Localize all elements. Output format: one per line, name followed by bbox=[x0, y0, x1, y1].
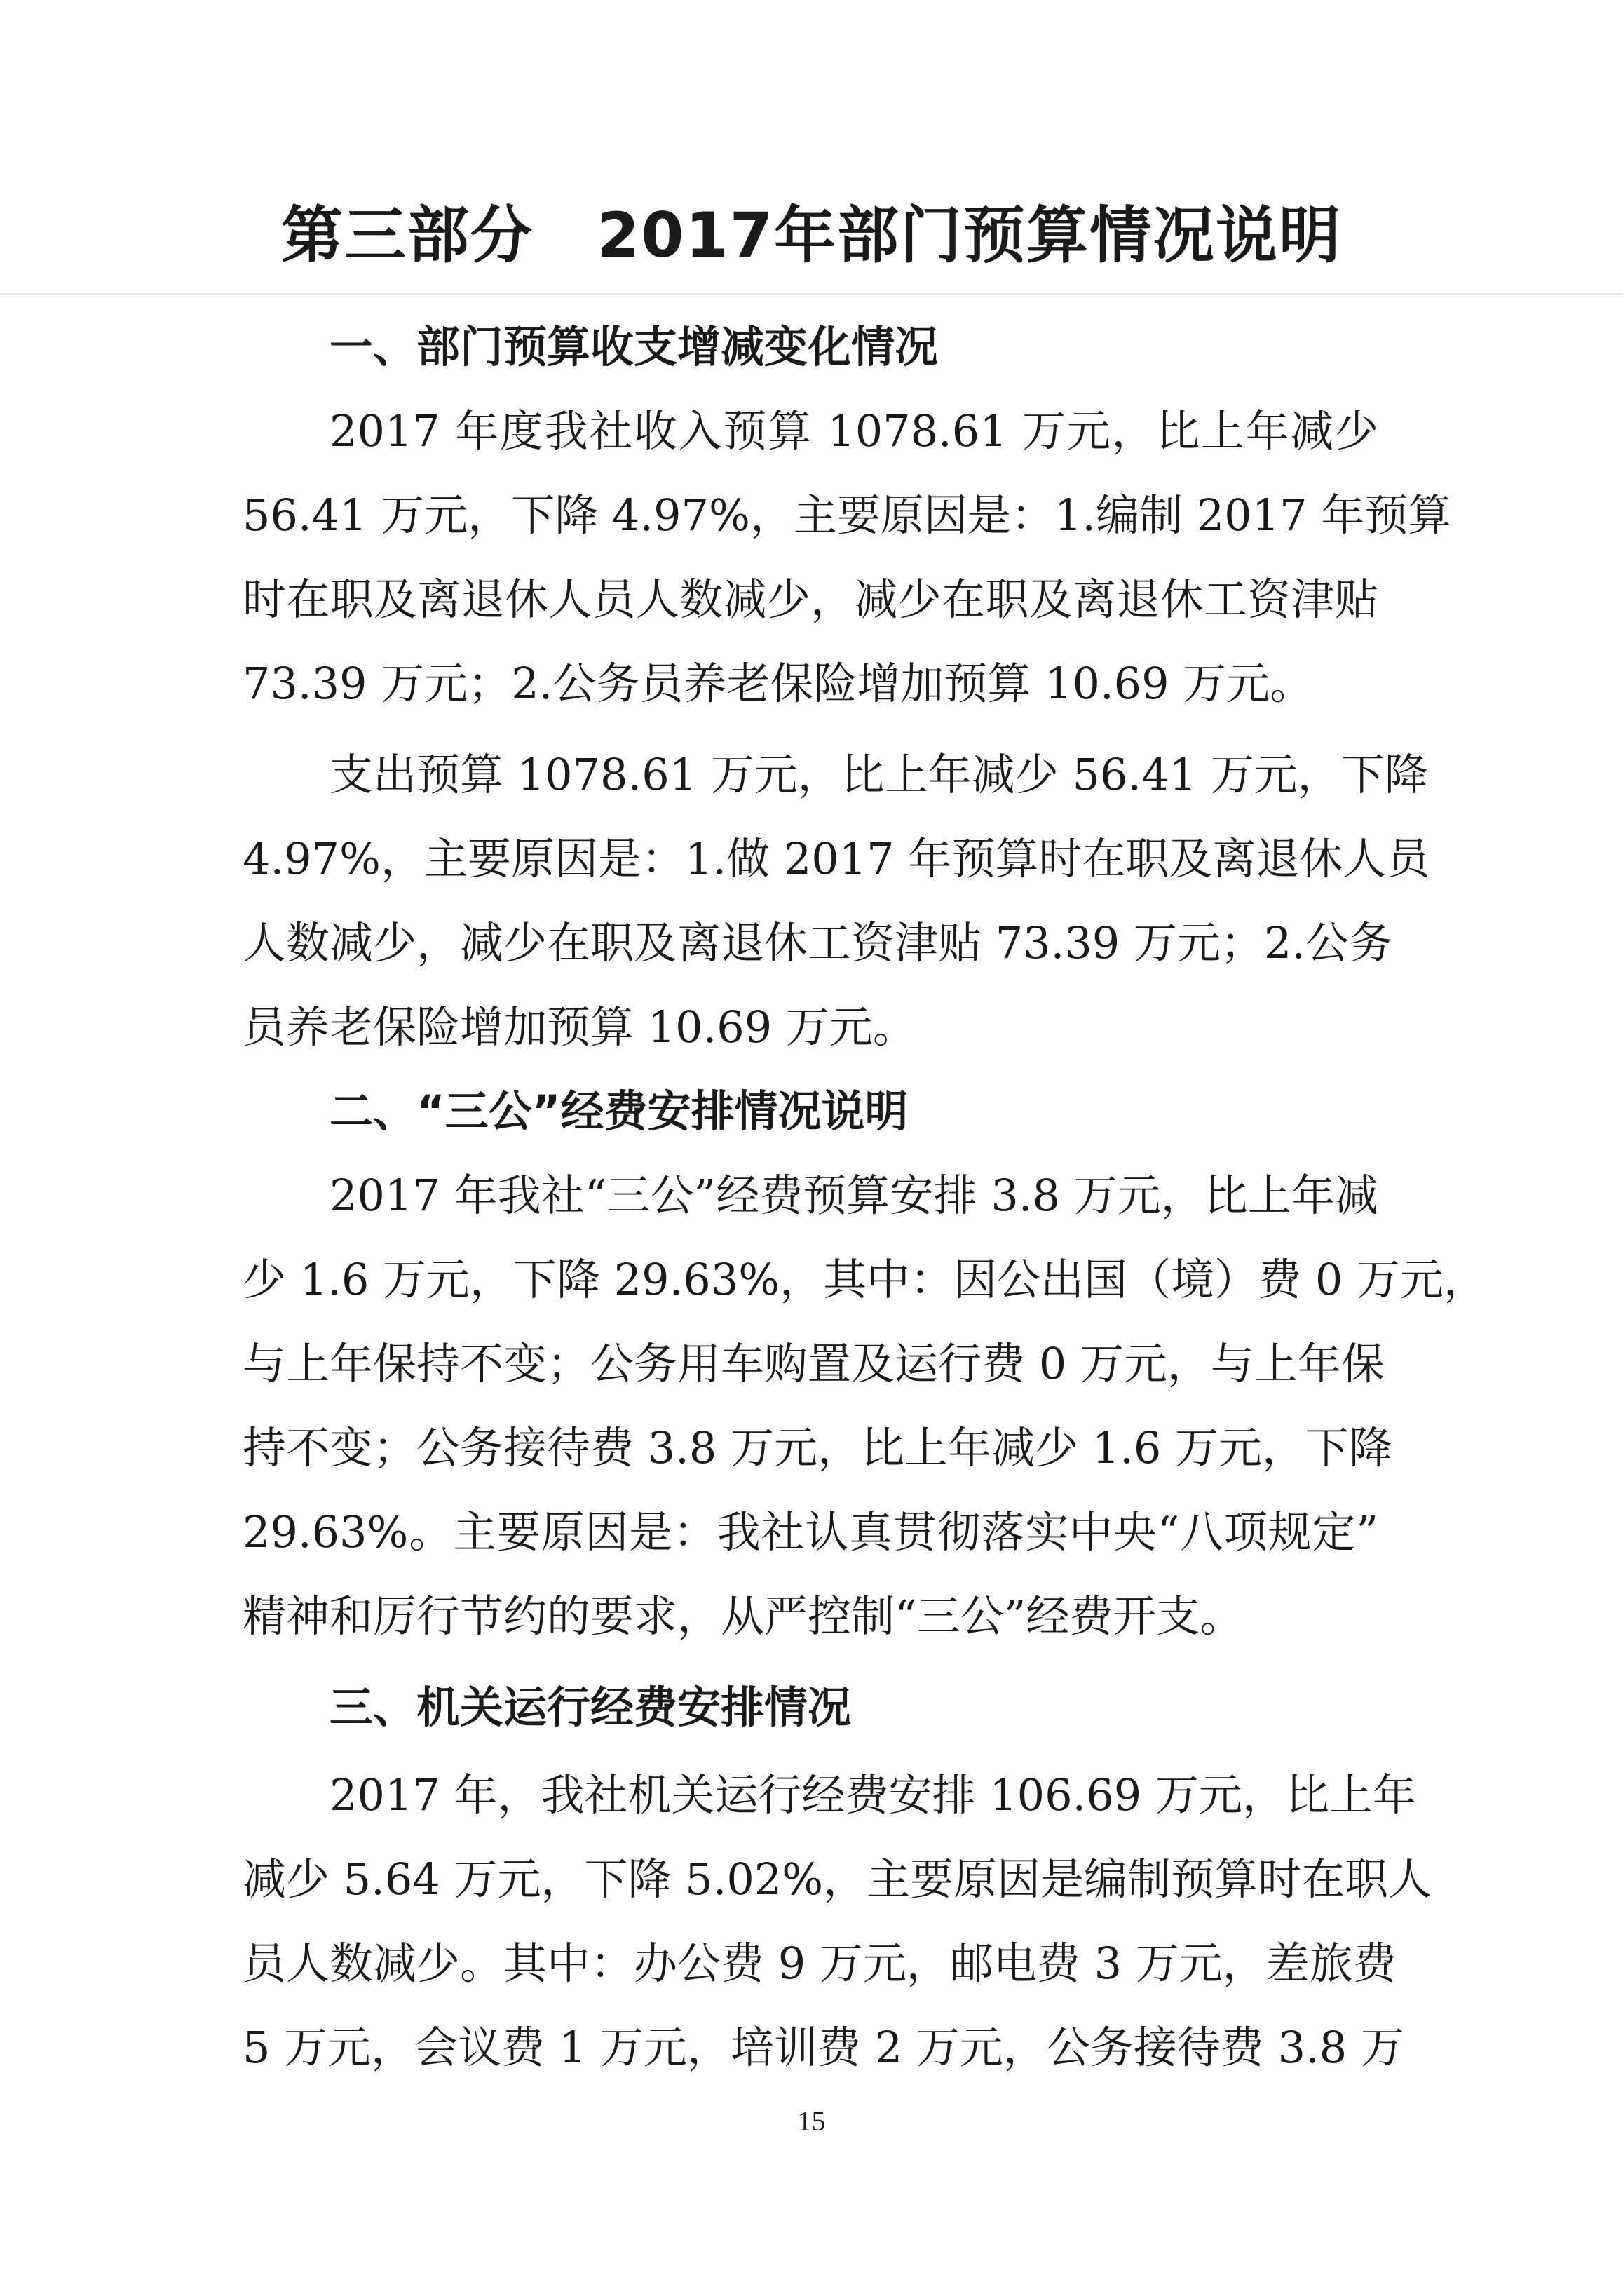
title-divider bbox=[0, 293, 1623, 295]
section-1-para-1-line-4: 73.39 万元；2.公务员养老保险增加预算 10.69 万元。 bbox=[243, 658, 1314, 709]
section-1-para-2-line-2: 4.97%，主要原因是：1.做 2017 年预算时在职及离退休人员 bbox=[243, 833, 1430, 884]
section-2-para-1-line-1: 2017 年我社“三公”经费预算安排 3.8 万元，比上年减 bbox=[330, 1170, 1378, 1221]
section-3-heading: 三、机关运行经费安排情况 bbox=[330, 1682, 852, 1733]
section-1-para-2-line-3: 人数减少，减少在职及离退休工资津贴 73.39 万元；2.公务 bbox=[243, 917, 1393, 968]
section-2-para-1-line-4: 持不变；公务接待费 3.8 万元，比上年减少 1.6 万元，下降 bbox=[243, 1422, 1393, 1473]
section-2-heading: 二、“三公”经费安排情况说明 bbox=[330, 1086, 909, 1137]
section-1-para-1-line-3: 时在职及离退休人员人数减少，减少在职及离退休工资津贴 bbox=[243, 574, 1378, 625]
section-3-para-1-line-1: 2017 年，我社机关运行经费安排 106.69 万元，比上年 bbox=[330, 1769, 1416, 1821]
section-2-para-1-line-2: 少 1.6 万元，下降 29.63%，其中：因公出国（境）费 0 万元， bbox=[243, 1254, 1487, 1305]
section-1-para-2-line-1: 支出预算 1078.61 万元，比上年减少 56.41 万元，下降 bbox=[330, 749, 1428, 800]
section-1-heading: 一、部门预算收支增减变化情况 bbox=[330, 321, 939, 372]
section-1-para-2-line-4: 员养老保险增加预算 10.69 万元。 bbox=[243, 1001, 916, 1053]
section-3-para-1-line-3: 员人数减少。其中：办公费 9 万元，邮电费 3 万元，差旅费 bbox=[243, 1938, 1397, 1989]
section-3-para-1-line-4: 5 万元，会议费 1 万元，培训费 2 万元，公务接待费 3.8 万 bbox=[243, 2022, 1404, 2073]
section-1-para-1-line-1: 2017 年度我社收入预算 1078.61 万元，比上年减少 bbox=[330, 405, 1378, 457]
page-title: 第三部分 2017年部门预算情况说明 bbox=[281, 199, 1342, 271]
section-2-para-1-line-5: 29.63%。主要原因是：我社认真贯彻落实中央“八项规定” bbox=[243, 1506, 1378, 1558]
section-2-para-1-line-3: 与上年保持不变；公务用车购置及运行费 0 万元，与上年保 bbox=[243, 1338, 1385, 1389]
section-1-para-1-line-2: 56.41 万元，下降 4.97%，主要原因是：1.编制 2017 年预算 bbox=[243, 489, 1452, 541]
section-2-para-1-line-6: 精神和厉行节约的要求，从严控制“三公”经费开支。 bbox=[243, 1591, 1244, 1642]
section-3-para-1-line-2: 减少 5.64 万元，下降 5.02%，主要原因是编制预算时在职人 bbox=[243, 1853, 1432, 1905]
page-number: 15 bbox=[797, 2105, 826, 2137]
